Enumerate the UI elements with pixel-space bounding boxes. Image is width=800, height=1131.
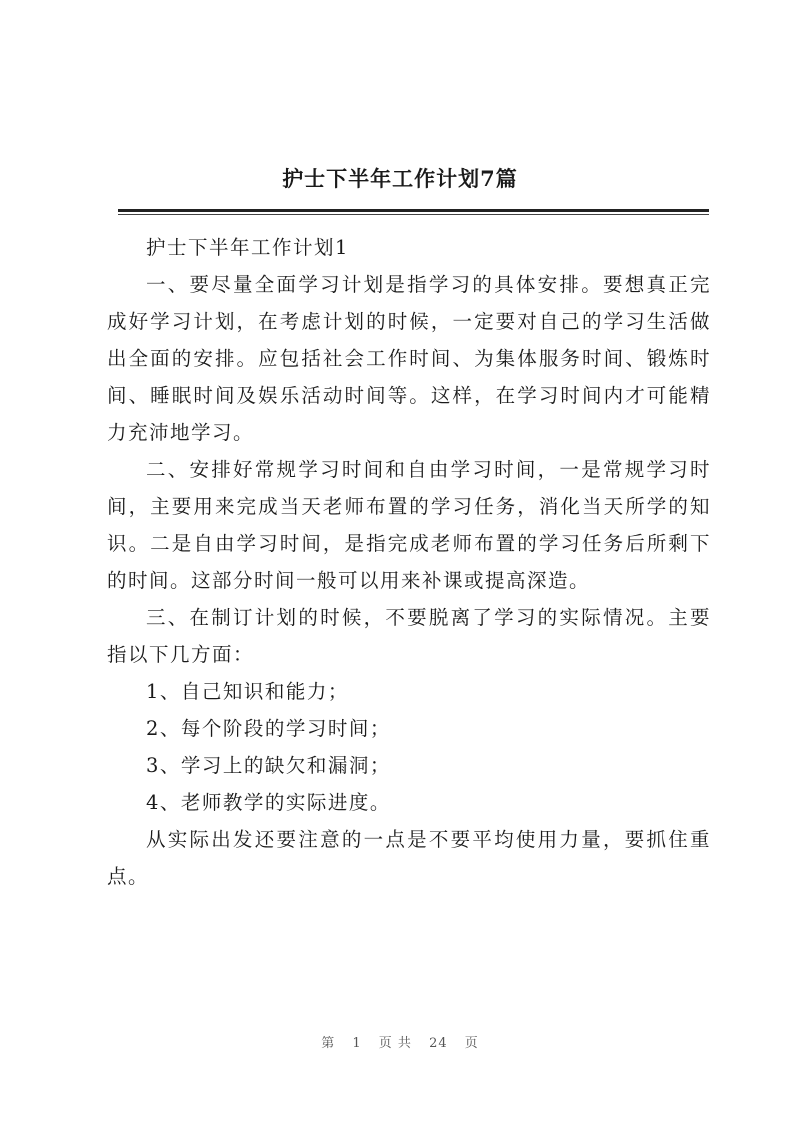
list-item-1: 1、自己知识和能力； (146, 680, 349, 703)
footer-middle: 页 共 (378, 1036, 412, 1051)
document-title: 护士下半年工作计划7篇 (282, 166, 518, 191)
paragraph-3: 三、在制订计划的时候，不要脱离了学习的实际情况。主要指以下几方面： (107, 606, 711, 666)
paragraph-1: 一、要尽量全面学习计划是指学习的具体安排。要想真正完成好学习计划，在考虑计划的时候，一定要对自己的学习生活做出全面的安排。应包括社会工作时间、为集体服务时间、锻炼时间、睡眠时间及娱乐活动时间等。这样，在学习时间内才可能精力充沛地学习。 (107, 273, 711, 444)
document-body (107, 229, 711, 895)
list-item-2: 2、每个阶段的学习时间； (146, 717, 391, 740)
page-footer (0, 1032, 800, 1051)
list-item-4: 4、老师教学的实际进度。 (146, 791, 391, 814)
title-divider-thin (118, 214, 709, 215)
list-item-3: 3、学习上的缺欠和漏洞； (146, 754, 391, 777)
paragraph-2: 二、安排好常规学习时间和自由学习时间，一是常规学习时间，主要用来完成当天老师布置的学习任务，消化当天所学的知识。二是自由学习时间，是指完成老师布置的学习任务后所剩下的时间。这部分时间一般可以用来补课或提高深造。 (107, 458, 711, 592)
paragraph-4: 从实际出发还要注意的一点是不要平均使用力量，要抓住重点。 (107, 828, 711, 888)
title-divider (118, 209, 709, 212)
footer-total-pages: 24 (429, 1036, 448, 1051)
footer-current-page: 1 (352, 1036, 362, 1051)
footer-suffix: 页 (464, 1036, 479, 1051)
footer-prefix: 第 (321, 1036, 336, 1051)
section-heading: 护士下半年工作计划1 (146, 236, 349, 259)
